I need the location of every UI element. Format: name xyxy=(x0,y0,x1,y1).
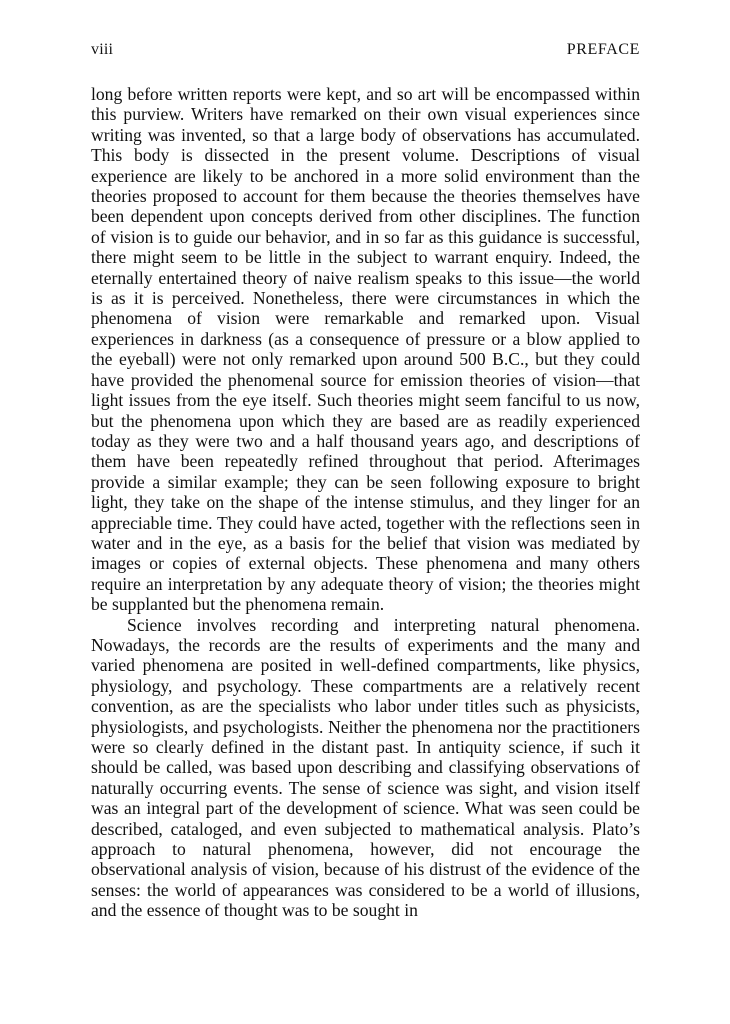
running-head xyxy=(91,40,640,70)
paragraph-1: long before written reports were kept, and so art will be encompassed within this purview. Writers have remarked on their own visual experiences since writing was invented, so that a large body of observations has accumulated. This body is dissected in the present volume. Descriptions of visual experience are likely to be anchored in a more solid environment than the theories proposed to account for them because the theories themselves have been dependent upon concepts derived from other disciplines. The function of vision is to guide our behavior, and in so far as this guidance is successful, there might seem to be little in the subject to warrant enquiry. Indeed, the eternally entertained theory of naive realism speaks to this issue—the world is as it is perceived. Nonetheless, there were circumstances in which the phenomena of vision were remarkable and remarked upon. Visual experiences in darkness (as a consequence of pressure or a blow applied to the eyeball) were not only remarked upon around 500 B.C., but they could have provided the phenomenal source for emission theories of vision—that light issues from the eye itself. Such theories might seem fanciful to us now, but the phenomena upon which they are based are as readily experienced today as they were two and a half thousand years ago, and descriptions of them have been repeatedly refined throughout that period. Afterimages provide a similar example; they can be seen following exposure to bright light, they take on the shape of the intense stimulus, and they linger for an appreciable time. They could have acted, together with the reflections seen in water and in the eye, as a basis for the belief that vision was mediated by images or copies of external objects. These phenomena and many others require an interpretation by any adequate theory of vision; the theories might be supplanted but the phenomena remain. xyxy=(91,84,640,615)
running-title: PREFACE xyxy=(566,41,640,58)
body-text xyxy=(91,84,640,921)
page-number: viii xyxy=(91,41,114,58)
book-page xyxy=(91,40,640,921)
paragraph-2: Science involves recording and interpreting natural phenomena. Nowadays, the records are the results of experiments and the many and varied phenomena are posited in well-defined compartments, like physics, physiology, and psychology. These compartments are a relatively recent convention, as are the specialists who labor under titles such as physicists, physiologists, and psychologists. Neither the phenomena nor the practitioners were so clearly defined in the distant past. In antiquity science, if such it should be called, was based upon describing and classifying observations of naturally occurring events. The sense of science was sight, and vision itself was an integral part of the development of science. What was seen could be described, cataloged, and even subjected to mathematical analysis. Plato’s approach to natural phenomena, however, did not encourage the observational analysis of vision, because of his distrust of the evidence of the senses: the world of appearances was considered to be a world of illusions, and the essence of thought was to be sought in xyxy=(91,614,640,921)
